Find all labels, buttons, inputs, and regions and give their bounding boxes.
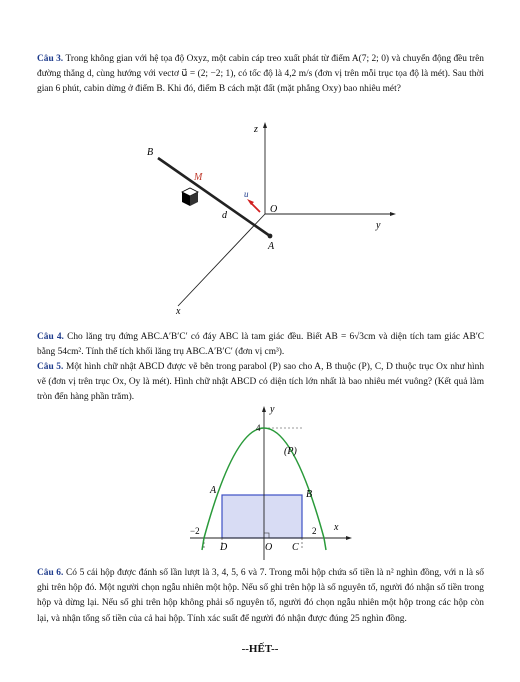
label-p: (P) <box>284 446 297 457</box>
question-3-text: Trong không gian với hệ tọa độ Oxyz, một cabin cáp treo xuất phát từ điểm A(7; 2; 0) và chuyển động đều trên đường thẳng d, cùng hướng với vectơ u⃗ = (2; −2; 1), có tốc độ là 4,2 m/s (đơn vị trên mỗi trục tọa độ là mét). Sau thời gian 6 phút, cabin dừng ở điểm B. Khi đó, điểm B cách mặt đất (mặt phẳng Oxy) bao nhiêu mét? <box>37 54 484 95</box>
y-arrow <box>390 212 396 216</box>
label-m: M <box>194 172 203 183</box>
label-d: d <box>222 210 227 221</box>
figure-parabola <box>186 400 356 562</box>
z-arrow <box>263 122 267 128</box>
question-6-label: Câu 6. <box>37 568 64 578</box>
question-5-label: Câu 5. <box>37 362 64 372</box>
question-4-label: Câu 4. <box>37 332 64 342</box>
label-z: z <box>254 124 258 135</box>
label-neg2: −2 <box>190 526 200 536</box>
label-o: O <box>265 542 273 553</box>
label-y: y <box>270 404 275 415</box>
cabin-cube-icon <box>182 188 198 206</box>
label-x: x <box>334 522 339 533</box>
label-a: A <box>268 241 275 252</box>
label-b: B <box>147 147 154 158</box>
question-5 <box>37 360 484 406</box>
x-arrow <box>346 536 352 540</box>
end-marker: --HẾT-- <box>241 643 279 655</box>
question-6 <box>37 566 484 627</box>
question-3-label: Câu 3. <box>37 54 64 64</box>
rectangle-abcd <box>222 495 302 538</box>
question-4-text: Cho lăng trụ đứng ABC.A′B′C′ có đáy ABC là tam giác đều. Biết AB = 6√3cm và diện tích tam giác AB′C bằng 54cm². Tính thể tích khối lăng trụ ABC.A′B′C′ (đơn vị cm³). <box>37 332 485 358</box>
label-y: y <box>376 220 381 231</box>
question-6-text: Có 5 cái hộp được đánh số lần lượt là 3, 4, 5, 6 và 7. Trong mỗi hộp chứa số tiền là n² nghìn đồng, với n là số ghi trên hộp đó. Một người chọn ngẫu nhiên một hộp. Nếu số ghi trên hộp là số nguyên tố, người đó nhận số tiền trong hộp và dừng lại. Nếu số ghi trên hộp không phải số nguyên tố, người đó chọn ngẫu nhiên một hộp trong các hộp còn lại, và nhận tổng số tiền của cả hai hộp. Tính xác suất để người đó nhận được đúng 25 nghìn đồng. <box>37 568 484 624</box>
x-axis <box>178 214 265 306</box>
label-d: D <box>220 542 228 553</box>
parabola-tail-left <box>202 538 204 550</box>
question-4 <box>37 330 484 360</box>
question-5-text: Một hình chữ nhật ABCD được vẽ bên trong parabol (P) sao cho A, B thuộc (P), C, D thuộc trục Ox như hình vẽ (đơn vị trên trục Ox, Oy là mét). Hình chữ nhật ABCD có diện tích lớn nhất là bao nhiêu mét vuông? (Kết quả làm tròn đến hàng phần trăm). <box>37 362 485 403</box>
label-two: 2 <box>312 526 317 536</box>
label-o: O <box>270 204 278 215</box>
label-c: C <box>292 542 299 553</box>
question-3 <box>37 52 484 98</box>
label-four: 4 <box>256 423 261 433</box>
label-u: u⃗ <box>244 189 256 199</box>
label-b: B <box>306 489 313 500</box>
figure-cable-car <box>130 118 400 318</box>
y-arrow <box>262 406 266 412</box>
label-x: x <box>176 306 181 317</box>
point-a-dot <box>268 234 273 239</box>
label-a: A <box>210 485 217 496</box>
